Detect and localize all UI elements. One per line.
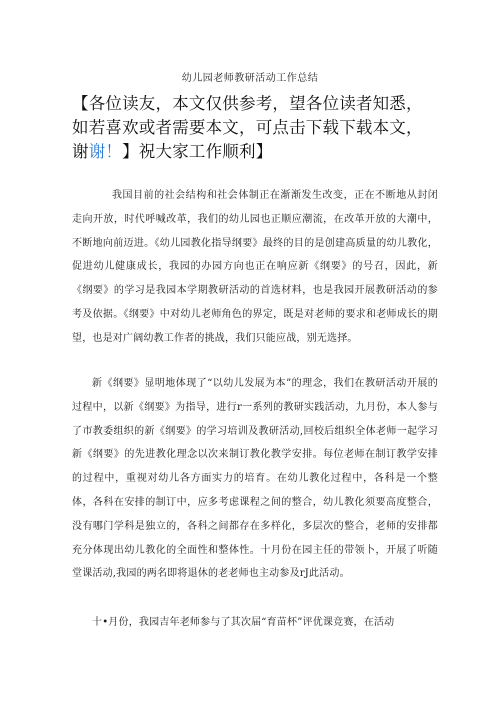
body-paragraph-2: 新《纲要》显明地体现了“以幼儿发展为本”的理念，我们在教研活动开展的过程中，以新《纲要》为指导，进行r一系列的教研实践活动，九月份，本人参与了市教委组织的新《纲要》的学习培训及教研活动,回校后组织全体老师一起学习新《纲要》的先进教化理念以次来制订教化教学安排。每位老师在制订教学安排的过程中，重视对幼儿各方面实力的培育。在幼儿教化过程中，各科是一个整体，各科在安排的制订中，应多考虑课程之间的整合，幼儿教化须要高度整合，没有哪门学科是独立的，各科之间都存在多样化，多层次的整合，老师的安排都充分体现出幼儿教化的全面性和整体性。十月份在园主任的带领卜，开展了听随堂课活动,我园的两名即将退休的老老师也主动参及rJ此活动。 [72, 378, 438, 580]
body-paragraph-1: 我国目前的社会结构和社会体制正在渐渐发生改变，正在不断地从封闭走向开放，时代呼喊改革，我们的幼儿园也正顺应潮流，在改革开放的大潮中，不断地向前迈进。《幼儿园教化指导纲要》最终的目的是创建高质量的幼儿教化，促进幼儿健康成长，我园的办园方向也正在响应新《纲要》的号召，因此，新《纲要》的学习是我园本学期教研活动的首选材料，也是我园开展教研活动的参考及依据。《纲要》中对幼儿老师角色的界定，既是对老师的要求和老师成长的期望，也是对广阔幼教工作者的挑战，我们只能应战，别无选择。 [72, 190, 438, 344]
reader-notice [72, 92, 432, 164]
notice-closing: 】祝大家工作顺利】 [122, 142, 273, 161]
notice-thanks-highlight: 谢！ [88, 142, 123, 161]
body-paragraph-3: 十•月份，我园吉年老师参与了其次届“育苗杯”评优课竞赛，在活动 [92, 617, 395, 628]
notice-text: 【各位读友，本文仅供参考，望各位读者知悉，如若喜欢或者需要本文，可点击下载下载本文，谢 [72, 94, 423, 161]
page-title: 幼儿园老师教研活动工作总结 [181, 73, 319, 84]
